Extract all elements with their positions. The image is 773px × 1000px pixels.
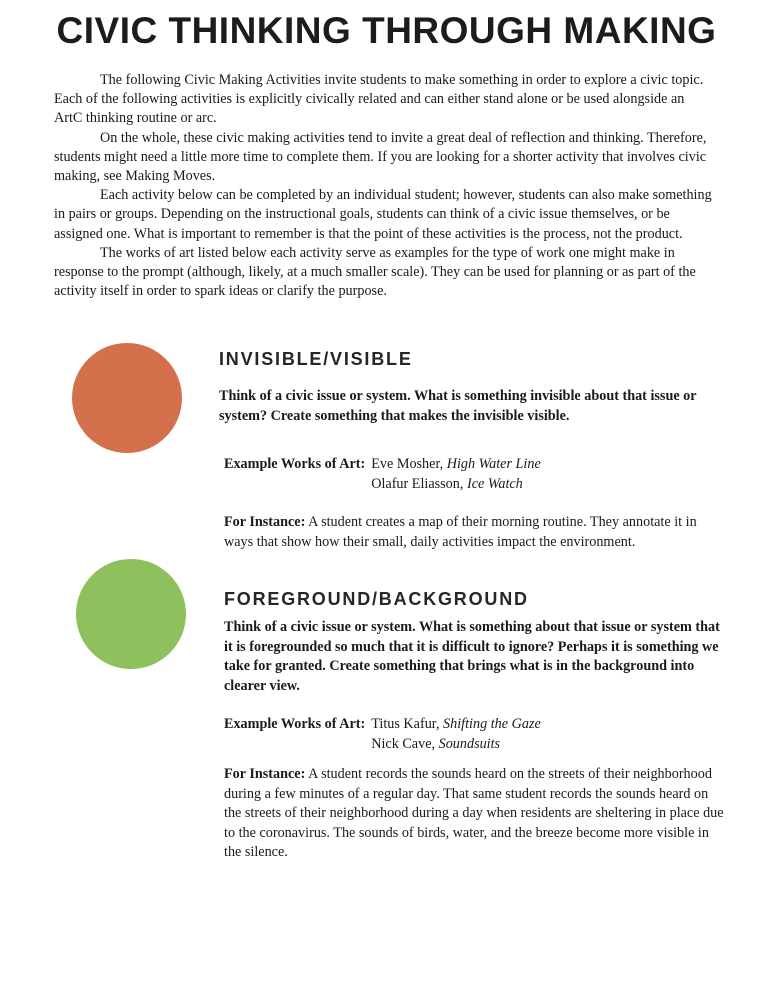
artist-name: Olafur Eliasson,	[371, 475, 464, 492]
for-instance-label: For Instance:	[224, 514, 306, 530]
example-work-item	[371, 455, 541, 475]
example-work-item	[371, 715, 541, 735]
examples-label: Example Works of Art:	[224, 456, 366, 472]
activity-heading-invisible-visible: INVISIBLE/VISIBLE	[219, 349, 413, 369]
example-works	[224, 455, 541, 494]
activity-prompt: Think of a civic issue or system. What is something invisible about that issue or system? Create something that makes the invisible visible.	[219, 388, 697, 424]
artist-name: Eve Mosher,	[371, 456, 444, 472]
example-work-item	[371, 475, 541, 495]
intro-paragraph: On the whole, these civic making activities tend to invite a great deal of reflection and thinking. Therefore, students might need a little more time to complete them. If you are looking for a shorter activity that involves civic making, see Making Moves.	[54, 129, 707, 185]
for-instance	[224, 765, 724, 863]
examples-label: Example Works of Art:	[224, 716, 366, 732]
example-work-item	[371, 735, 541, 755]
green-circle-icon	[76, 559, 186, 669]
page-title: CIVIC THINKING THROUGH MAKING	[56, 10, 717, 51]
work-title: High Water Line	[446, 456, 541, 472]
example-works	[224, 715, 541, 754]
artist-name: Nick Cave,	[371, 735, 436, 752]
orange-circle-icon	[72, 343, 182, 453]
for-instance-label: For Instance:	[224, 766, 306, 782]
intro-paragraph: The works of art listed below each activity serve as examples for the type of work one might make in response to the prompt (although, likely, at a much smaller scale). They can be used for planning or as part of the activity itself in order to spark ideas or clarify the purpose.	[54, 244, 696, 300]
work-title: Shifting the Gaze	[443, 716, 541, 732]
for-instance-text: A student creates a map of their morning routine. They annotate it in ways that show how their small, daily activities impact the environment.	[224, 514, 697, 550]
for-instance	[224, 513, 724, 552]
activity-prompt: Think of a civic issue or system. What is something about that issue or system that it is foregrounded so much that it is difficult to ignore? Perhaps it is something we take for granted. Create something that brings what is in the background into clearer view.	[224, 619, 720, 694]
for-instance-text: A student records the sounds heard on the streets of their neighborhood during a few minutes of a regular day. That same student records the sounds heard on the streets of their neighborhood during a day when residents are sheltering in place due to the coronavirus. The sounds of birds, water, and the breeze become more visible in the silence.	[224, 766, 724, 860]
intro-paragraph: The following Civic Making Activities invite students to make something in order to explore a civic topic. Each of the following activities is explicitly civically related and can either stand alone or be used alongside an ArtC thinking routine or arc.	[54, 72, 704, 127]
intro-section	[54, 71, 714, 301]
artist-name: Titus Kafur,	[371, 716, 440, 732]
activity-heading-foreground-background: FOREGROUND/BACKGROUND	[224, 589, 529, 609]
work-title: Ice Watch	[466, 475, 523, 492]
intro-paragraph: Each activity below can be completed by an individual student; however, students can also make something in pairs or groups. Depending on the instructional goals, students can think of a civic issue themselves, or be assigned one. What is important to remember is that the point of these activities is the process, not the product.	[54, 187, 712, 242]
work-title: Soundsuits	[438, 735, 501, 752]
